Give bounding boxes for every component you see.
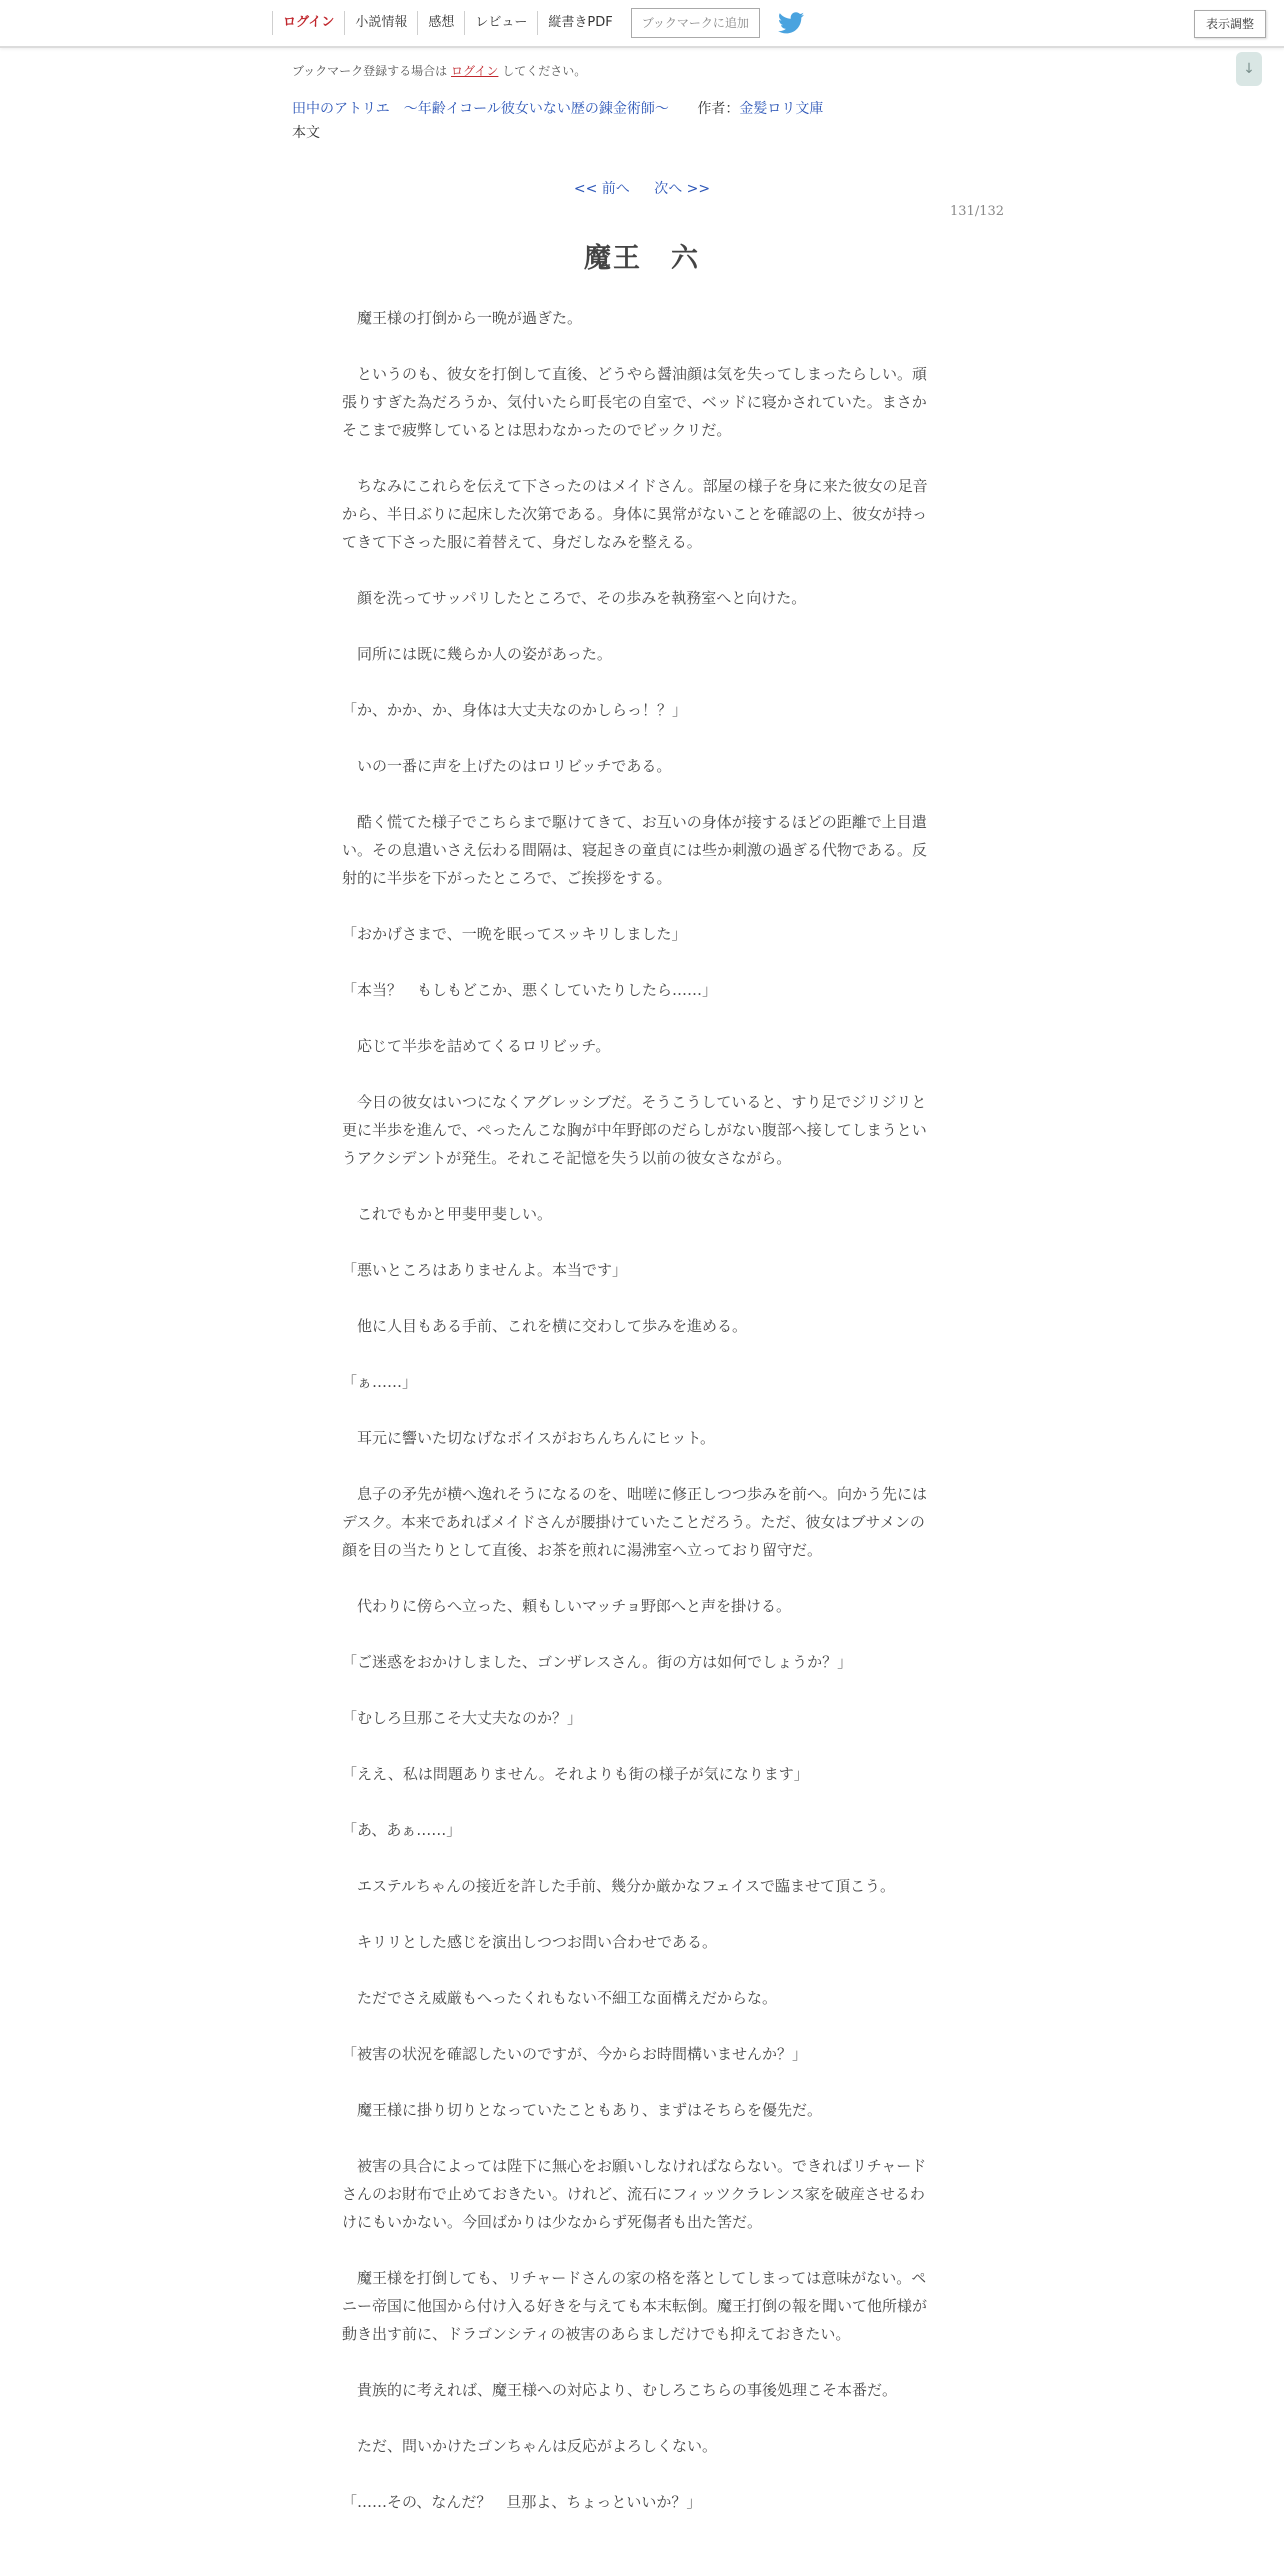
body-paragraph: ちなみにこれらを伝えて下さったのはメイドさん。部屋の様子を身に来た彼女の足音から、半日ぶりに起床した次第である。身体に異常がないことを確認の上、彼女が持ってきて下さった服に着替えて、身だしなみを整える。 <box>342 477 928 551</box>
top-navbar <box>0 0 1284 48</box>
body-paragraph: 「むしろ旦那こそ大丈夫なのか？」 <box>342 1709 583 1727</box>
next-chapter-link[interactable]: 次へ >> <box>654 181 711 197</box>
body-paragraph: キリリとした感じを演出しつつお問い合わせである。 <box>342 1933 718 1951</box>
body-paragraph: 「ええ、私は問題ありません。それよりも街の様子が気になります」 <box>342 1765 809 1783</box>
body-paragraph: 魔王様に掛り切りとなっていたこともあり、まずはそちらを優先だ。 <box>342 2101 823 2119</box>
body-paragraph: 「本当？ もしもどこか、悪くしていたりしたら……」 <box>342 981 718 999</box>
body-paragraph: ただでさえ威厳もへったくれもない不細工な面構えだからな。 <box>342 1989 778 2007</box>
chapter-counter: 131/132 <box>950 204 1005 219</box>
chapter-title: 魔王 六 <box>584 243 700 274</box>
novel-header <box>292 98 823 118</box>
body-paragraph: これでもかと甲斐甲斐しい。 <box>342 1205 553 1223</box>
twitter-icon[interactable] <box>778 12 804 34</box>
novel-body <box>342 304 938 2544</box>
nav-review-link[interactable]: レビュー <box>464 11 537 35</box>
body-paragraph: 「あ、あぁ……」 <box>342 1821 462 1839</box>
nav-novel-info-link[interactable]: 小説情報 <box>344 11 417 35</box>
login-notice <box>292 62 586 79</box>
body-paragraph: 被害の具合によっては陛下に無心をお願いしなければならない。できればリチャードさんのお財布で止めておきたい。けれど、流石にフィッツクラレンス家を破産させるわけにもいかない。今回ばかりは少なからず死傷者も出た筈だ。 <box>342 2157 927 2231</box>
body-paragraph: 耳元に響いた切なげなボイスがおちんちんにヒット。 <box>342 1429 716 1447</box>
body-paragraph: 代わりに傍らへ立った、頼もしいマッチョ野郎へと声を掛ける。 <box>342 1597 791 1615</box>
body-paragraph: 同所には既に幾らか人の姿があった。 <box>342 645 612 663</box>
nav-impressions-link[interactable]: 感想 <box>417 11 464 35</box>
chapter-pager <box>0 178 1284 198</box>
login-notice-link[interactable]: ログイン <box>451 64 499 78</box>
novel-title-link[interactable]: 田中のアトリエ ～年齢イコール彼女いない歴の錬金術師～ <box>292 101 669 117</box>
scroll-down-button[interactable]: ↓ <box>1236 52 1262 86</box>
add-bookmark-button[interactable]: ブックマークに追加 <box>631 8 760 38</box>
display-settings-button[interactable]: 表示調整 <box>1194 10 1266 38</box>
body-paragraph: 「ぁ……」 <box>342 1373 418 1391</box>
author-link[interactable]: 金髪ロリ文庫 <box>739 101 824 117</box>
body-paragraph: 顔を洗ってサッパリしたところで、その歩みを執務室へと向けた。 <box>342 589 807 607</box>
body-paragraph: 「おかげさまで、一晩を眠ってスッキリしました」 <box>342 925 687 943</box>
body-paragraph: 「ご迷惑をおかけしました、ゴンザレスさん。街の方は如何でしょうか？」 <box>342 1653 853 1671</box>
login-notice-prefix: ブックマーク登録する場合は <box>292 64 448 78</box>
body-paragraph: 今日の彼女はいつになくアグレッシブだ。そうこうしていると、すり足でジリジリと更に半歩を進んで、ぺったんこな胸が中年野郎のだらしがない腹部へ接してしまうというアクシデントが発生。それこそ記憶を失う以前の彼女さながら。 <box>342 1093 927 1167</box>
body-paragraph: 他に人目もある手前、これを横に交わして歩みを進める。 <box>342 1317 748 1335</box>
body-paragraph: 「悪いところはありませんよ。本当です」 <box>342 1261 628 1279</box>
body-paragraph: 貴族的に考えれば、魔王様への対応より、むしろこちらの事後処理こそ本番だ。 <box>342 2381 898 2399</box>
login-notice-suffix: してください。 <box>502 64 587 78</box>
body-paragraph: いの一番に声を上げたのはロリビッチである。 <box>342 757 672 775</box>
body-paragraph: 「被害の状況を確認したいのですが、今からお時間構いませんか？」 <box>342 2045 808 2063</box>
body-paragraph: 魔王様を打倒しても、リチャードさんの家の格を落としてしまっては意味がない。ペニー帝国に他国から付け入る好きを与えても本末転倒。魔王打倒の報を聞いて他所様が動き出す前に、ドラゴンシティの被害のあらましだけでも抑えておきたい。 <box>342 2269 928 2343</box>
body-paragraph: というのも、彼女を打倒して直後、どうやら醤油顔は気を失ってしまったらしい。頑張りすぎた為だろうか、気付いたら町長宅の自室で、ベッドに寝かされていた。まさかそこまで疲弊しているとは思わなかったのでビックリだ。 <box>342 365 928 439</box>
body-paragraph: 応じて半歩を詰めてくるロリビッチ。 <box>342 1037 611 1055</box>
body-paragraph: 魔王様の打倒から一晩が過ぎた。 <box>342 309 583 327</box>
author-label: 作者： <box>697 101 740 117</box>
prev-chapter-link[interactable]: << 前へ <box>573 181 630 197</box>
body-paragraph: 酷く慌てた様子でこちらまで駆けてきて、お互いの身体が接するほどの距離で上目遣い。その息遣いさえ伝わる間隔は、寝起きの童貞には些か刺激の過ぎる代物である。反射的に半歩を下がったところで、ご挨拶をする。 <box>342 813 928 887</box>
body-paragraph: 「……その、なんだ？ 旦那よ、ちょっといいか？」 <box>342 2493 702 2511</box>
body-paragraph: エステルちゃんの接近を許した手前、幾分か厳かなフェイスで臨ませて頂こう。 <box>342 1877 896 1895</box>
body-paragraph: ただ、問いかけたゴンちゃんは反応がよろしくない。 <box>342 2437 718 2455</box>
body-paragraph: 「か、かか、か、身体は大丈夫なのかしらっ！？」 <box>342 701 688 719</box>
nav-menu <box>272 0 804 46</box>
nav-login-link[interactable]: ログイン <box>272 11 344 35</box>
nav-vertical-pdf-link[interactable]: 縦書きPDF <box>537 11 622 35</box>
body-paragraph: 息子の矛先が横へ逸れそうになるのを、咄嗟に修正しつつ歩みを前へ。向かう先にはデスク。本来であればメイドさんが腰掛けていたことだろう。ただ、彼女はブサメンの顔を目の当たりとして直後、お茶を煎れに湯沸室へ立っており留守だ。 <box>342 1485 928 1559</box>
section-label: 本文 <box>292 125 320 141</box>
